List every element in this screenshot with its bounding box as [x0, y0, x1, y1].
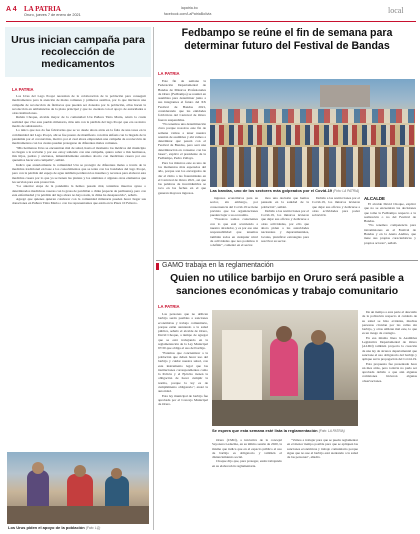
column-divider [153, 27, 154, 530]
left-paragraph: Lo único que nos da fue fabricarles que se ve desde ahora atrás en la falta de una tarea en la cotidianidad del Lago Poopó, ahí se fue puesto de manifiesto con más énfasis con la llegada de la pandemia por el coronavirus, motivo por el cual ahora emprenden una campaña de recolección de medicamentos con los cuales puedan protegerse de diferentes males comunes. [12, 128, 146, 146]
page-header [0, 0, 420, 24]
paragraph: Esta propuesta fue presentada hace un mes atrás, pero todavía no pudo ser aprobada debido a que aún algunas comisiones hicieron algunas observaciones. [362, 361, 417, 383]
left-paragraph: Los Urus del Lago Poopó necesitan de la colaboración de la población para conseguir medicamentos para la atención de males comunes y primeros auxilios, por lo que iniciaron una campaña de recolección de fármacos que pueden ser donados por la población, ellos hacen la recolección en ambulancias de la plaza principal y que no cuentan con el apoyo de autoridades u otras instituciones. [12, 94, 146, 116]
fedbampo-headline: Fedbampo se reúne el fin de semana para determinar futuro del Festival de Bandas [181, 27, 393, 52]
barbijo-col3 [287, 438, 358, 530]
fedbampo-tag: LA PATRIA [158, 71, 180, 76]
sidebar-heading: ALCALDE [364, 196, 385, 201]
paragraph: Debido a las restricciones por el Covid-19, los músicos tuvieron que dejar sus oficios y dedicarse a otras actividades para poder sobrevivir. [312, 196, 360, 218]
bands-photo-caption: Las bandas, uno de los sectores más golpeados por el Covid-19 (Foto: LA PATRIA) [210, 188, 360, 193]
paragraph: En esa misma línea la Asamblea Legislativa Departamental de Oruro (ALDO) también proyecta la creación de una ley de alcance departamental que sancione el uso obligatorio del barbijo y aplique así la propagación del Covid-19. [362, 335, 417, 362]
paragraph: Choque dijo que, para proteger, están trabajando en su elaboración reglamentaria. [212, 459, 282, 468]
barbijo-col1 [158, 312, 208, 530]
barbijo-photo-caption: Se espera que esta semana esté lista la reglamentación (Foto: LA PATRIA) [212, 428, 345, 433]
kicker: GAMO trabaja en la reglamentación [162, 262, 274, 269]
paragraph: "Estamos que concientizar a la población que deben hacer uso del barbijo y cuidar nuestra salud, con este instrumento legal que las instituciones correspondientes como la Policía y el Ejército tienen la obligación de hacer cumplir la norma, porque la ley es de cumplimiento obligatorio", anotó la autoridad. [158, 350, 208, 394]
paragraph: Las personas que no utilicen barbijo serán pasibles a sanciones económicas y trabajo comunitario, porque están atentando a la salud pública, señaló el alcalde de Oruro, David Choque, a tiempo de agregar que se está trabajando en la reglamentación de la Ley Municipal 97/20 que obliga el uso del barbijo. [158, 312, 208, 351]
dateline: Oruro, jueves 7 de enero de 2021 [24, 13, 81, 17]
section-divider [156, 260, 418, 261]
alcalde-sidebar [364, 196, 416, 260]
left-tag: LA PATRIA [12, 87, 34, 92]
paragraph: De un tiempo a esta parte el descuido de la población respecto al cuidado de su salud se hizo evidente, muchas personas circulan por las calles sin barbijo, y otras utilizan mal este, lo que es un riesgo de contagio. [362, 310, 417, 336]
barbijo-col2 [212, 438, 282, 530]
left-body [12, 94, 146, 449]
left-paragraph: Indicó que anteriormente la comunidad Uru se protegió de diferentes males a través de la medicina tradicional en base a los conocimientos que se tenía con los bondades del lago Poopó, pero con la pérdida del espejo de agua también perdieron los insumos y recursos para elaborar esta medicina casera por lo que ya se tienen las plantas y los animales ó algunas otras elementos que les servían para esta protección. [12, 162, 146, 184]
uru-photo [7, 452, 149, 524]
fedbampo-col4 [312, 196, 360, 258]
website-link[interactable]: lapatria.bo [181, 6, 198, 10]
left-paragraph: Rubén Choque, alcalde mayor de la comunidad Uru Puñaca Tinta María, relató la cruda realidad que vive este pueblo milenario, más aún con la pérdida del lago Poopó que era su único medio de subsistencia. [12, 115, 146, 129]
paper-name: LA PATRIA [24, 5, 61, 13]
fedbampo-col1 [158, 79, 206, 259]
barbijo-photo [212, 310, 358, 426]
left-article [5, 27, 151, 530]
paragraph: Esta ley municipal de barbijo fue aprobada por el Concejo Municipal de Oruro. [158, 393, 208, 407]
paragraph: "No tenemos una determinación clara porque nosotros este fin de semana vamos a tener nuestra reunión de asamblea y ahí vamos a determinar qué pasará con el Festival de Bandas, pero será una determinación en consenso con las bases", explicó el presidente de la Fedbampo, Pedro Zallaya. [158, 121, 206, 161]
paragraph: Para los músicos este es uno de los momentos más esperados del año, porque son los encargados de dar el ritmo a las fraternidades en el Carnaval de Oruro 2021, así que las palabras de incertidumbre se toca en las fechas en el que generan mayores ingresos. [158, 160, 206, 195]
paragraph: Este fin de semana la Federación Departamental de Bandas de Músicos Profesionales de Oruro (Fedbampo) se reunirá en asamblea para determinar junto a sus integrantes el futuro del XX Festival de Bandas 2021, considerando que las entidades folclóricas del Carnaval de Oruro fueron suspendidas. [158, 79, 206, 122]
bottom-article [156, 262, 418, 532]
fedbampo-col3 [261, 196, 309, 258]
paragraph: mos una decisión que hemos pensado en la sanidad de la población", señaló. [261, 196, 309, 209]
fedbampo-col2 [210, 196, 258, 258]
header-rule [6, 21, 416, 22]
paragraph: Oruro (CMO), a iniciativa de la concejal Sayonara Ledezma, en su último sesión de 2020, la misma que indica que en el espacio público el uso de barbijo es obligatorio y también el distanciamiento social. [212, 438, 282, 460]
barbijo-col4 [362, 310, 417, 530]
paragraph: "Vamos a trabajar para que se pueda reglamentar en el menor tiempo posible para que se apliquen las sanciones económicas y trabajo comunitario porque sigue que no use el barbijo está atentando a la salud de las personas", añadió. [287, 438, 358, 460]
paragraph: "Nosotros somos conscientes con lo que está ocurriendo a nuestro alrededor, y es por eso una responsabilidad que tenemos también todos en cualquier nivel de actividades que nos podamos ir a definir", comentó en el sector. [210, 217, 258, 248]
section-label: local [388, 6, 404, 15]
uru-photo-caption: Los Urus piden el apoyo de la población (Foto: LQ) [8, 525, 101, 530]
kicker-bar [156, 263, 159, 270]
bands-photo [210, 79, 415, 187]
left-paragraph: "La anterior etapa de la pandemia la hemos pasado mal, teníamos muertos ayuso o determinados medicinas caseras con la grasa de parchilan o chika (especie de parihuana), pero con esta enfermedad y la pérdida del lago ahora no hayo nada, la chika ha desaparecido", señaló. [12, 184, 146, 197]
facebook-link[interactable]: facebook.com/LaPatriaBolivia [164, 12, 212, 16]
paragraph: Debido a las restricciones por el Covid-19, los músicos tuvieron que dejar sus oficios y dedicarse a otras actividades, por ello que ahora piden a las autoridades nacionales y departamentales, locales, planificar estrategias para reactivar su sector. [261, 208, 309, 243]
barbijo-tag: LA PATRIA [158, 304, 180, 309]
top-right-article [156, 25, 418, 260]
sidebar-paragraph: El alcalde David Choque, explicó que no se encuentran las decisiones que toma la Fedbampo respecto a la realización o no del Festival de Bandas. [364, 202, 416, 224]
sidebar-paragraph: "No tenemos competencia para intromisiones en el Festival de Bandas y en la Anata Andino, que tiene sus propias características y propios actores", señaló. [364, 223, 416, 245]
paragraph: ingresos económicos para su sector, sin embargo, por consecuencia del Covid-19 se tiene previsto que las organizaciones pueden bajar a su economía. [210, 196, 258, 218]
barbijo-headline: Quien no utilice barbijo en Oruro será pasible a sanciones económicas y trabajo comunitario [170, 273, 404, 297]
left-paragraph: "Mis hermanos Urus se encuentran mal de salud, hasta el momento los médicos del municipio no llegan a la revisión y por eso estoy saliendo con una campaña, quiero saber a mis hermanos, mis hijos, padres y ancianos, lamentablemente estamos aborto con medicinas casera por eso queremos hacer esta campaña", señaló. [12, 145, 146, 163]
left-paragraph: Agregó que quienes quieran colaborar con la comunidad milenaria pueden hacer llegar sus donaciones en Puñaca Tinta María o con los representantes que están en la Plaza 10 Febrero. [12, 197, 146, 206]
page-number: A 4 [6, 6, 17, 13]
left-headline: Urus inician campaña para recolección de medicamentos [11, 34, 145, 70]
